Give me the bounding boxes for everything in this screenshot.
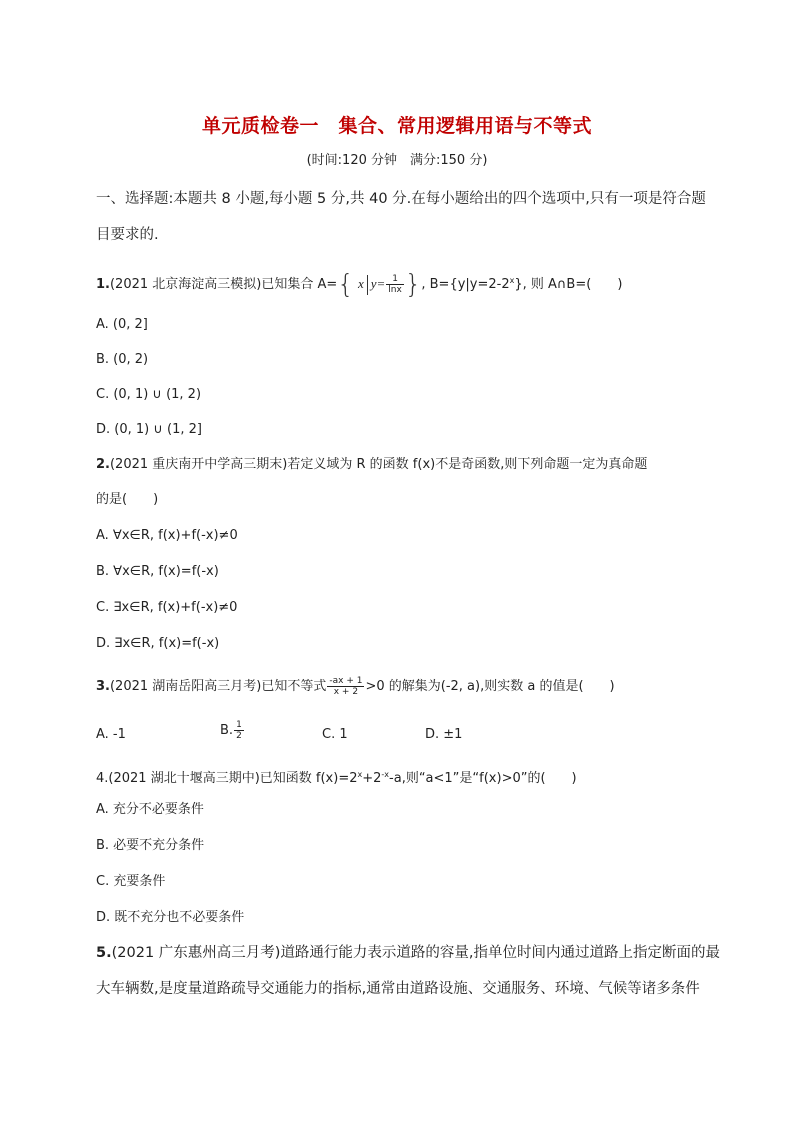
question-1: 1.(2021 北京海淀高三模拟)已知集合 A={ x y= $\frac{1}{\ln x}$ }, $B=\{y|y=2-2^x\}$, 则 A∩B=( ) xyxy=(96,269,623,300)
q2-option-a: A. ∀x∈R, f(x)+f(-x)≠0 xyxy=(96,528,238,543)
question-5: 5.(2021 广东惠州高三月考)道路通行能力表示道路的容量,指单位时间内通过道路上指定断面的最 xyxy=(96,945,721,961)
right-brace-icon: } xyxy=(404,269,422,300)
q2-option-b: B. ∀x∈R, f(x)=f(-x) xyxy=(96,564,219,579)
question-2: 2.(2021 重庆南开中学高三期末)若定义域为 R 的函数 f(x)不是奇函数,则下列命题一定为真命题 xyxy=(96,457,648,472)
question-source: (2021 湖南岳阳高三月考) xyxy=(109,679,262,694)
page-subtitle: (时间:120 分钟 满分:150 分) xyxy=(306,153,488,168)
q4-option-a: A. 充分不必要条件 xyxy=(96,802,204,817)
q4-option-d: D. 既不充分也不必要条件 xyxy=(96,910,245,925)
left-brace-icon: { xyxy=(337,269,354,300)
question-source: (2021 重庆南开中学高三期末) xyxy=(109,457,288,472)
page-title: 单元质检卷一 集合、常用逻辑用语与不等式 xyxy=(201,115,592,137)
question-2-cont: 的是( ) xyxy=(96,492,159,507)
q2-option-d: D. ∃x∈R, f(x)=f(-x) xyxy=(96,636,220,651)
fraction: $\frac{-ax + 1}{x + 2}$ xyxy=(329,676,363,697)
q1-option-c: C. (0, 1) ∪ (1, 2) xyxy=(96,387,202,402)
q1-option-b: B. (0, 2) xyxy=(96,352,149,367)
question-4: 4.(2021 湖北十堰高三期中)已知函数 $f(x)=2^x+2^{-x}-a$,则“a<1”是“f(x)>0”的( ) xyxy=(96,770,577,786)
question-number: 3. xyxy=(96,679,110,694)
q1-option-a: A. (0, 2] xyxy=(96,317,148,332)
question-number: 1. xyxy=(96,277,110,292)
question-number: 4. xyxy=(96,771,109,786)
question-source: (2021 广东惠州高三月考) xyxy=(111,945,281,961)
question-source: (2021 北京海淀高三模拟) xyxy=(109,277,262,292)
fraction: $\frac{1}{\ln x}$ xyxy=(388,274,402,295)
q1-option-d: D. (0, 1) ∪ (1, 2] xyxy=(96,422,202,437)
q2-option-c: C. ∃x∈R, f(x)+f(-x)≠0 xyxy=(96,600,238,615)
section-heading: 一、选择题:本题共 8 小题,每小题 5 分,共 40 分.在每小题给出的四个选项中,只有一项是符合题 xyxy=(96,191,706,207)
set-bar-icon xyxy=(367,275,368,295)
q4-option-b: B. 必要不充分条件 xyxy=(96,838,205,853)
question-source: (2021 湖北十堰高三期中) xyxy=(108,771,260,786)
q3-option-c: C. 1 xyxy=(322,727,348,742)
q3-option-b: B. $\frac{1}{2}$ xyxy=(220,720,242,741)
q3-option-d: D. ±1 xyxy=(425,727,463,742)
question-number: 5. xyxy=(96,945,112,961)
q4-option-c: C. 充要条件 xyxy=(96,874,166,889)
fraction: $\frac{1}{2}$ xyxy=(236,720,242,741)
section-heading-cont: 目要求的. xyxy=(96,227,159,243)
question-number: 2. xyxy=(96,457,110,472)
q3-option-a: A. -1 xyxy=(96,727,126,742)
question-3: 3.(2021 湖南岳阳高三月考)已知不等式 $\frac{-ax + 1}{x + 2}$ >0 的解集为(-2, a),则实数 a 的值是( ) xyxy=(96,676,615,697)
question-5-cont: 大车辆数,是度量道路疏导交通能力的指标,通常由道路设施、交通服务、环境、气候等诸多条件 xyxy=(96,981,700,997)
